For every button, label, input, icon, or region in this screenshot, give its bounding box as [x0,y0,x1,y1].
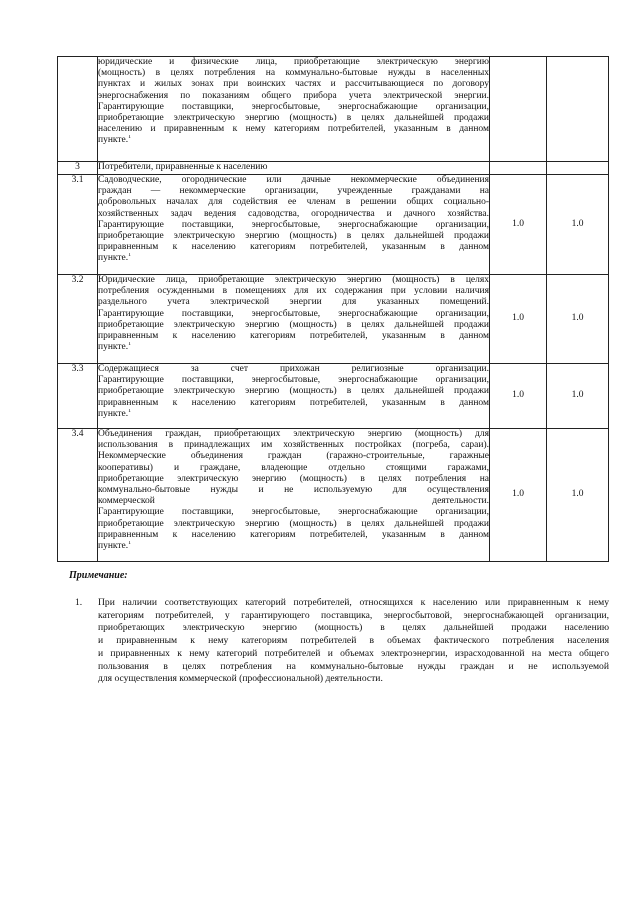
note-line: категориям потребителей, у гарантирующего поставщика, энергосбытовой, энергоснабжающей организации, [98,609,609,621]
row-number [58,57,98,162]
description-line: потребления осужденными в помещениях для их содержания при условии наличия [98,286,489,297]
description-line: Гарантирующие поставщики, энергосбытовые, энергоснабжающие организации, [98,219,489,230]
description-line: раздельного учета электрической энергии для указанных помещений. [98,297,489,308]
coefficient-value [490,57,547,162]
table-row [58,162,609,175]
description-line: кооперативы) и граждане, владеющие отдельно стоящими гаражами, [98,462,489,473]
note-line: и приравненных к нему категорий потребителей и объемах электроэнергии, израсходованной на места общего [98,647,609,659]
description-line: Гарантирующие поставщики, энергосбытовые, энергоснабжающие организации, [98,375,489,386]
description-line: Содержащиеся за счет прихожан религиозные организации. [98,364,489,374]
description-line: пункте.$^1$ [98,342,132,353]
note-line: и приравненным к нему категориям потребителей в объемах фактического потребления населения [98,635,609,647]
note-line: для осуществления коммерческой (профессиональной) деятельности. [98,673,383,685]
row-description [98,57,490,162]
note-number: 1. [75,597,83,608]
table-row [58,275,609,364]
footnote-mark: 1 [128,253,132,259]
row-number: 3.4 [58,429,98,562]
coefficient-value: 1.0 [547,429,609,562]
footnote-mark: 1 [128,408,132,414]
coefficient-value: 1.0 [547,275,609,364]
description-line: пункте.$^1$ [98,541,132,552]
description-line: приравненным к населению категориям потребителей, указанным в данном [98,331,489,342]
table-row [58,364,609,429]
description-line: приобретающие электрическую энергию (мощность) в целях дальнейшей продажи [98,518,489,529]
description-line: приравненным к населению категориям потребителей, указанным в данном [98,397,489,408]
table-row [58,175,609,275]
description-line: использования в принадлежащих им хозяйственных постройках (погреба, сараи). [98,440,489,451]
row-description [98,162,490,175]
row-number: 3.1 [58,175,98,275]
description-line: приобретающие электрическую энергию (мощность) в целях потребления на [98,473,489,484]
description-line: энергоснабжения по показаниям общего прибора учета электрической энергии. [98,90,489,101]
row-number: 3.3 [58,364,98,429]
coefficient-value: 1.0 [490,429,547,562]
description-line: приобретающие электрическую энергию (мощность) в целях дальнейшей продажи [98,386,489,397]
coefficient-value [547,57,609,162]
coefficient-value [547,162,609,175]
description-line: хозяйственных задач ведения садоводства, огородничества и дачного хозяйства. [98,208,489,219]
description-line: Гарантирующие поставщики, энергосбытовые, энергоснабжающие организации, [98,308,489,319]
table-body [58,57,609,562]
note-line: пользования в целях потребления на коммунально-бытовые нужды граждан и не используемой [98,660,609,672]
table-row [58,57,609,162]
note-line: При наличии соответствующих категорий потребителей, относящихся к населению или приравненным к нему [98,597,609,608]
description-line: пункте.$^1$ [98,253,132,264]
note-text [98,597,609,686]
row-number: 3 [58,162,98,175]
description-line: пункте.$^1$ [98,408,132,419]
coefficient-value: 1.0 [490,175,547,275]
row-description [98,175,490,275]
description-line: приобретающие электрическую энергию (мощность) в целях дальнейшей продажи [98,231,489,242]
coefficient-value [490,162,547,175]
table-row [58,429,609,562]
footnote-mark: 1 [128,342,132,348]
description-line: добровольных началах для содействия ее членам в решении общих социально- [98,197,489,208]
footnote-mark: 1 [128,541,132,547]
row-description [98,364,490,429]
coefficient-value: 1.0 [547,175,609,275]
description-line: Некоммерческие объединения граждан (гаражно-строительные, гаражные [98,451,489,462]
note-line: приобретающих электрическую энергию (мощность) в целях дальнейшей продажи населению [98,622,609,634]
footnote-mark: 1 [128,135,132,141]
description-line: юридические и физические лица, приобретающие электрическую энергию [98,57,489,67]
description-line: Садоводческие, огороднические или дачные некоммерческие объединения [98,175,489,185]
description-line: приравненным к населению категориям потребителей, указанным в данном [98,242,489,253]
description-line: коммунально-бытовые нужды и не используемую для осуществления [98,485,489,496]
description-line: Потребители, приравненные к населению [98,162,268,172]
row-description [98,275,490,364]
row-number: 3.2 [58,275,98,364]
description-line: граждан — некоммерческие организации, учрежденные гражданами на [98,186,489,197]
description-line: населению и приравненным к нему категориям потребителей, указанным в данном [98,124,489,135]
description-line: приравненным к населению категориям потребителей, указанным в данном [98,529,489,540]
description-line: приобретающие электрическую энергию (мощность) в целях дальнейшей продажи [98,113,489,124]
coefficient-value: 1.0 [490,364,547,429]
note-title: Примечание: [69,570,128,581]
description-line: Объединения граждан, приобретающих электрическую энергию (мощность) для [98,429,489,439]
description-line: коммерческой деятельности. [98,496,489,507]
description-line: Юридические лица, приобретающие электрическую энергию (мощность) в целях [98,275,489,285]
description-line: (мощность) в целях потребления на коммунально-бытовые нужды в населенных [98,68,489,79]
description-line: Гарантирующие поставщики, энергосбытовые, энергоснабжающие организации, [98,101,489,112]
description-line: Гарантирующие поставщики, энергосбытовые, энергоснабжающие организации, [98,507,489,518]
description-line: пунктах и жилых зонах при воинских частях и рассчитывающиеся по договору [98,79,489,90]
description-line: приобретающие электрическую энергию (мощность) в целях дальнейшей продажи [98,319,489,330]
tariff-table [57,56,609,562]
coefficient-value: 1.0 [490,275,547,364]
coefficient-value: 1.0 [547,364,609,429]
row-description [98,429,490,562]
description-line: пункте.$^1$ [98,135,132,146]
